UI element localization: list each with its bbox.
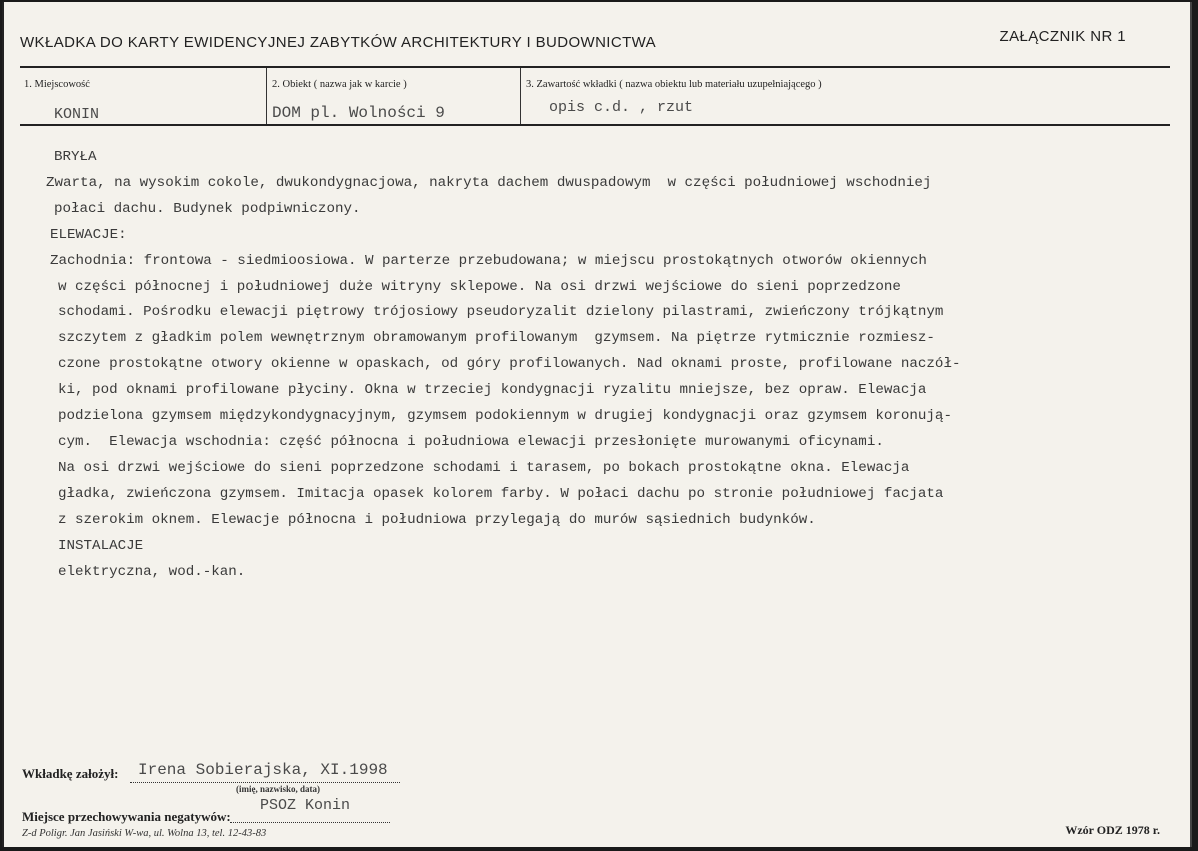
description-text bbox=[46, 145, 1154, 585]
column-divider-1 bbox=[266, 68, 267, 125]
text-line: ki, pod oknami profilowane płyciny. Okna w trzeciej kondygnacji ryzalitu mniejsze, bez opraw. Elewacja bbox=[58, 382, 927, 399]
text-line: cym. Elewacja wschodnia: część północna i południowa elewacji przesłonięte murowanymi oficynami. bbox=[58, 433, 884, 450]
section-heading-instalacje: INSTALACJE bbox=[58, 537, 144, 554]
text-line: z szerokim oknem. Elewacje północna i południowa przylegają do murów sąsiednich budynków. bbox=[58, 511, 816, 528]
text-line: gładka, zwieńczona gzymsem. Imitacja opasek kolorem farby. W połaci dachu po stronie południowej facjata bbox=[58, 485, 944, 502]
text-line: elektryczna, wod.-kan. bbox=[58, 563, 246, 580]
text-line: podzielona gzymsem międzykondygnacyjnym, gzymsem podokiennym w drugiej kondygnacji oraz gzymsem koronują- bbox=[58, 408, 952, 425]
printer-imprint: Z-d Poligr. Jan Jasiński W-wa, ul. Wolna 13, tel. 12-43-83 bbox=[22, 828, 267, 839]
founder-value: Irena Sobierajska, XI.1998 bbox=[138, 761, 388, 779]
header-top-rule bbox=[20, 66, 1170, 68]
negatives-label: Miejsce przechowywania negatywów: bbox=[22, 809, 231, 824]
text-line: Zachodnia: frontowa - siedmioosiowa. W parterze przebudowana; w miejscu prostokątnych otworów okiennych bbox=[50, 252, 927, 269]
contents-label: 3. Zawartość wkładki ( nazwa obiektu lub materiału uzupełniającego ) bbox=[526, 79, 822, 90]
section-heading-bryla: BRYŁA bbox=[54, 149, 97, 165]
header-bottom-rule bbox=[20, 124, 1170, 126]
text-line: szczytem z gładkim polem wewnętrznym obramowanym profilowanym gzymsem. Na piętrze rytmicznie rozmiesz- bbox=[58, 330, 935, 347]
locality-value: KONIN bbox=[54, 106, 100, 123]
negatives-dotted-line bbox=[230, 822, 390, 823]
text-line: czone prostokątne otwory okienne w opaskach, od góry profilowanych. Nad oknami proste, profilowane naczół- bbox=[58, 356, 961, 373]
text-line: Na osi drzwi wejściowe do sieni poprzedzone schodami i tarasem, po bokach prostokątne okna. Elewacja bbox=[58, 459, 910, 476]
text-line: Zwarta, na wysokim cokole, dwukondygnacjowa, nakryta dachem dwuspadowym w części południowej wschodniej bbox=[46, 174, 932, 191]
annex-number: ZAŁĄCZNIK NR 1 bbox=[999, 28, 1126, 45]
form-model: Wzór ODZ 1978 r. bbox=[1065, 823, 1160, 837]
text-line: w części północnej i południowej duże witryny sklepowe. Na osi drzwi wejściowe do sieni poprzedzone bbox=[58, 278, 901, 295]
text-line: połaci dachu. Budynek podpiwniczony. bbox=[54, 200, 361, 217]
text-line: schodami. Pośrodku elewacji piętrowy trójosiowy pseudoryzalit dzielony pilastrami, zwieńczony trójkątnym bbox=[58, 304, 944, 321]
locality-label: 1. Miejscowość bbox=[24, 79, 90, 90]
object-value: DOM pl. Wolności 9 bbox=[272, 104, 445, 122]
founder-hint: (imię, nazwisko, data) bbox=[236, 784, 320, 794]
section-heading-elewacje: ELEWACJE: bbox=[50, 226, 127, 243]
founder-label: Wkładkę założył: bbox=[22, 766, 119, 781]
column-divider-2 bbox=[520, 68, 521, 125]
founder-dotted-line bbox=[130, 782, 400, 783]
contents-value: opis c.d. , rzut bbox=[549, 99, 694, 116]
index-card-insert bbox=[2, 2, 1192, 847]
object-label: 2. Obiekt ( nazwa jak w karcie ) bbox=[272, 79, 407, 90]
form-title: WKŁADKA DO KARTY EWIDENCYJNEJ ZABYTKÓW ARCHITEKTURY I BUDOWNICTWA bbox=[20, 34, 657, 51]
negatives-value: PSOZ Konin bbox=[260, 797, 351, 814]
